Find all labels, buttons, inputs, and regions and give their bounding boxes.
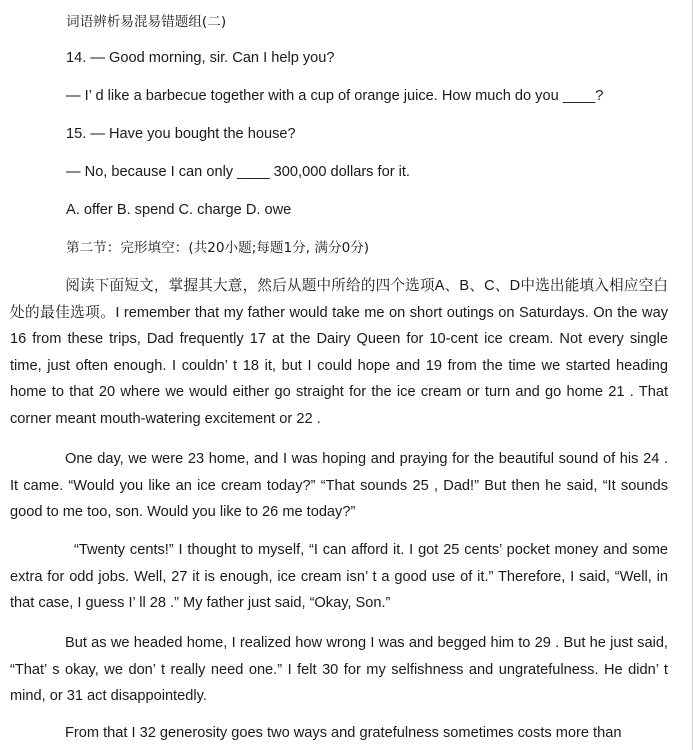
passage-paragraph-4-text: But as we headed home, I realized how wrong I was and begged him to 29 . But he just said, “That’ s okay, we don’ t really need one.” I felt 30 for my selfishness and ungratefulness. He didn’ t mind, or 31 act disappointedly. xyxy=(10,635,668,705)
passage-paragraph-5-text: From that I 32 generosity goes two ways and gratefulness sometimes costs more than xyxy=(65,725,622,741)
question-14-prompt: 14. — Good morning, sir. Can I help you? xyxy=(66,50,335,66)
passage-paragraph-4 xyxy=(10,630,668,710)
section-title: 词语辨析易混易错题组(二) xyxy=(66,14,227,30)
passage-paragraph-2 xyxy=(10,446,668,526)
part2-heading: 第二节：完形填空：(共20小题;每题1分, 满分0分) xyxy=(66,240,370,256)
passage-paragraph-3-text: “Twenty cents!” I thought to myself, “I can afford it. I got 25 cents’ pocket money and some extra for odd jobs. Well, 27 it is enough, ice cream isn’ t a good use of it.” Therefore, I said, “Well, in that case, I guess I’ ll 28 .” My father just said, “Okay, Son.” xyxy=(10,542,668,612)
passage-paragraph-1 xyxy=(10,273,668,433)
question-14-answer: — I’ d like a barbecue together with a cup of orange juice. How much do you ____? xyxy=(66,88,604,104)
question-15-prompt: 15. — Have you bought the house? xyxy=(66,126,296,142)
passage-paragraph-5 xyxy=(10,720,668,747)
question-15-answer: — No, because I can only ____ 300,000 dollars for it. xyxy=(66,164,410,180)
passage-paragraph-3 xyxy=(10,537,668,617)
passage-paragraph-1-text: 阅读下面短文，掌握其大意，然后从题中所给的四个选项A、B、C、D中选出能填入相应空白处的最佳选项。I remember that my father would take me on short outings on Saturdays. On the way 16 from these trips, Dad frequently 17 at the Dairy Queen for 10-cent ice cream. Not every single time, just often enough. I couldn’ t 18 it, but I could hope and 19 from the time we started heading home to that 20 where we would either go straight for the ice cream or turn and go home 21 . That corner meant mouth-watering excitement or 22 . xyxy=(10,278,668,427)
question-15-options: A. offer B. spend C. charge D. owe xyxy=(66,202,292,218)
passage-paragraph-2-text: One day, we were 23 home, and I was hoping and praying for the beautiful sound of his 24 . It came. “Would you like an ice cream today?” “That sounds 25 , Dad!” But then he said, “It sounds good to me too, son. Would you like to 26 me today?” xyxy=(10,451,668,521)
